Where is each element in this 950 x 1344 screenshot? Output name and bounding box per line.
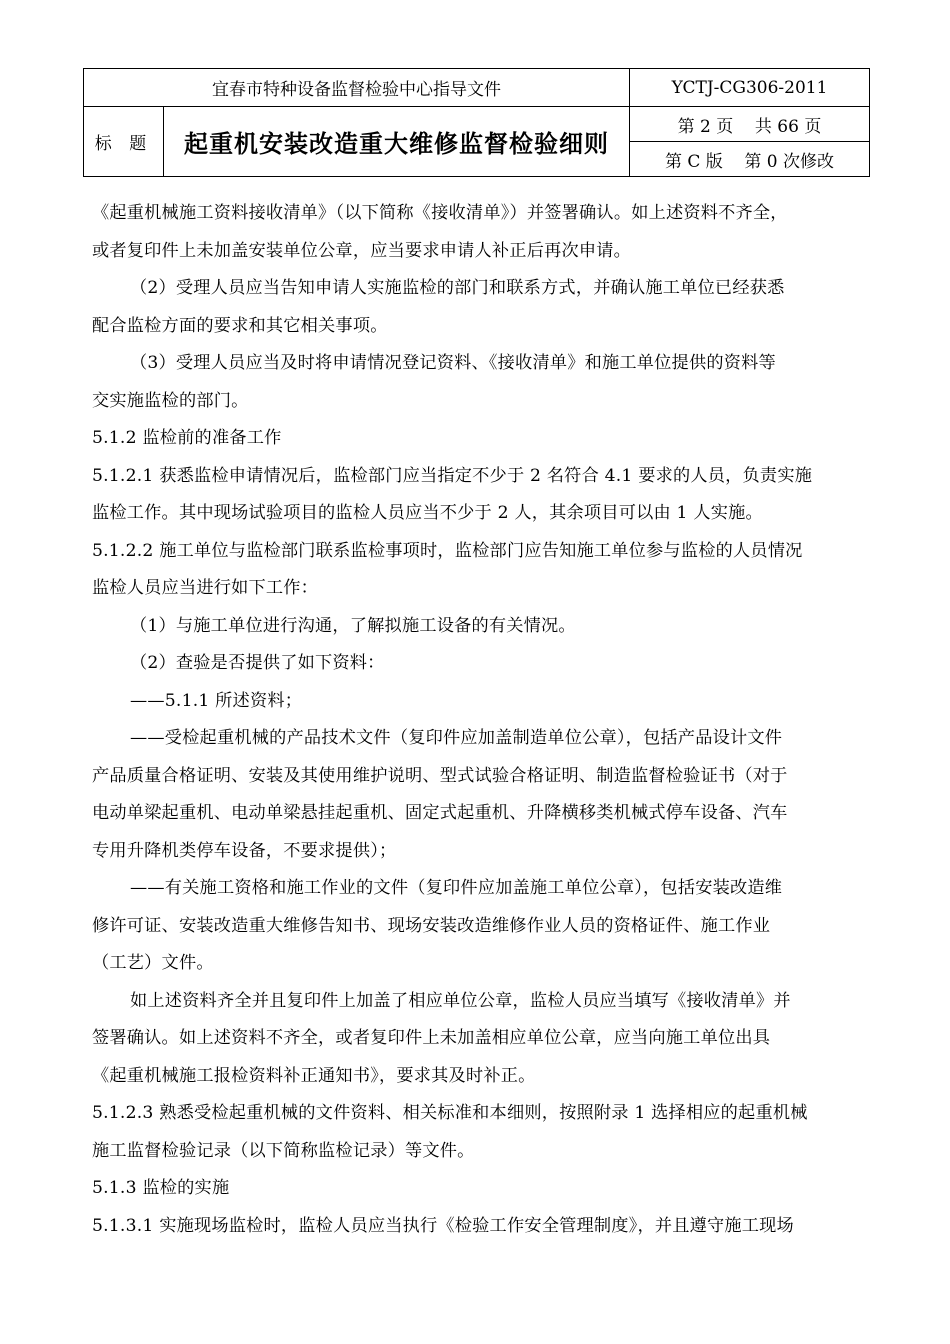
text-line: 《起重机械施工资料接收清单》（以下简称《接收清单》）并签署确认。如上述资料不齐全， <box>92 203 788 223</box>
text-line: 签署确认。如上述资料不齐全，或者复印件上未加盖相应单位公章，应当向施工单位出具 <box>92 1028 771 1048</box>
text-line: ——5.1.1 所述资料； <box>130 690 303 711</box>
text-line: 《起重机械施工报检资料补正通知书》，要求其及时补正。 <box>92 1065 536 1086</box>
text-line: 施工监督检验记录（以下简称监检记录）等文件。 <box>92 1140 475 1161</box>
text-line: 监检人员应当进行如下工作： <box>92 578 319 598</box>
text-line: 电动单梁起重机、电动单梁悬挂起重机、固定式起重机、升降横移类机械式停车设备、汽车 <box>92 803 788 823</box>
header-doc-number: YCTJ-CG306-2011 <box>630 69 870 107</box>
body-text <box>92 195 864 1245</box>
text-line: （2）查验是否提供了如下资料： <box>130 653 385 673</box>
text-line: 专用升降机类停车设备，不要求提供）； <box>92 840 397 861</box>
text-line: 或者复印件上未加盖安装单位公章，应当要求申请人补正后再次申请。 <box>92 240 632 261</box>
text-line: 5.1.2.1 获悉监检申请情况后，监检部门应当指定不少于 2 名符合 4.1 要求的人员，负责实施 <box>92 465 813 486</box>
text-line: 如上述资料齐全并且复印件上加盖了相应单位公章，监检人员应当填写《接收清单》并 <box>130 990 791 1011</box>
text-line: （工艺）文件。 <box>92 953 214 973</box>
text-line: 修许可证、安装改造重大维修告知书、现场安装改造维修作业人员的资格证件、施工作业 <box>92 915 771 936</box>
text-line: 监检工作。其中现场试验项目的监检人员应当不少于 2 人，其余项目可以由 1 人实施。 <box>92 503 763 523</box>
text-line: （3）受理人员应当及时将申请情况登记资料、《接收清单》和施工单位提供的资料等 <box>130 353 776 373</box>
text-line: 5.1.2.2 施工单位与监检部门联系监检事项时，监检部门应告知施工单位参与监检的人员情况 <box>92 540 803 561</box>
text-line: 交实施监检的部门。 <box>92 390 249 411</box>
document-title: 起重机安装改造重大维修监督检验细则 <box>164 107 630 177</box>
text-line: 配合监检方面的要求和其它相关事项。 <box>92 315 388 336</box>
text-line: （2）受理人员应当告知申请人实施监检的部门和联系方式，并确认施工单位已经获悉 <box>130 278 785 298</box>
header-table <box>83 68 870 177</box>
header-version-info: 第 C 版 第 0 次修改 <box>630 142 870 177</box>
header-page-info: 第 2 页 共 66 页 <box>630 107 870 142</box>
text-line: 产品质量合格证明、安装及其使用维护说明、型式试验合格证明、制造监督检验证书（对于 <box>92 765 788 786</box>
text-line: ——有关施工资格和施工作业的文件（复印件应加盖施工单位公章），包括安装改造维 <box>130 878 783 898</box>
text-line: 5.1.2 监检前的准备工作 <box>92 428 282 448</box>
header-label: 标 题 <box>84 107 164 177</box>
text-line: 5.1.3 监检的实施 <box>92 1178 230 1198</box>
text-line: 5.1.3.1 实施现场监检时，监检人员应当执行《检验工作安全管理制度》，并且遵守施工现场 <box>92 1215 794 1236</box>
header-org: 宜春市特种设备监督检验中心指导文件 <box>84 69 630 107</box>
text-line: 5.1.2.3 熟悉受检起重机械的文件资料、相关标准和本细则，按照附录 1 选择相应的起重机械 <box>92 1103 808 1123</box>
text-line: ——受检起重机械的产品技术文件（复印件应加盖制造单位公章），包括产品设计文件 <box>130 728 783 748</box>
text-line: （1）与施工单位进行沟通，了解拟施工设备的有关情况。 <box>130 615 576 636</box>
